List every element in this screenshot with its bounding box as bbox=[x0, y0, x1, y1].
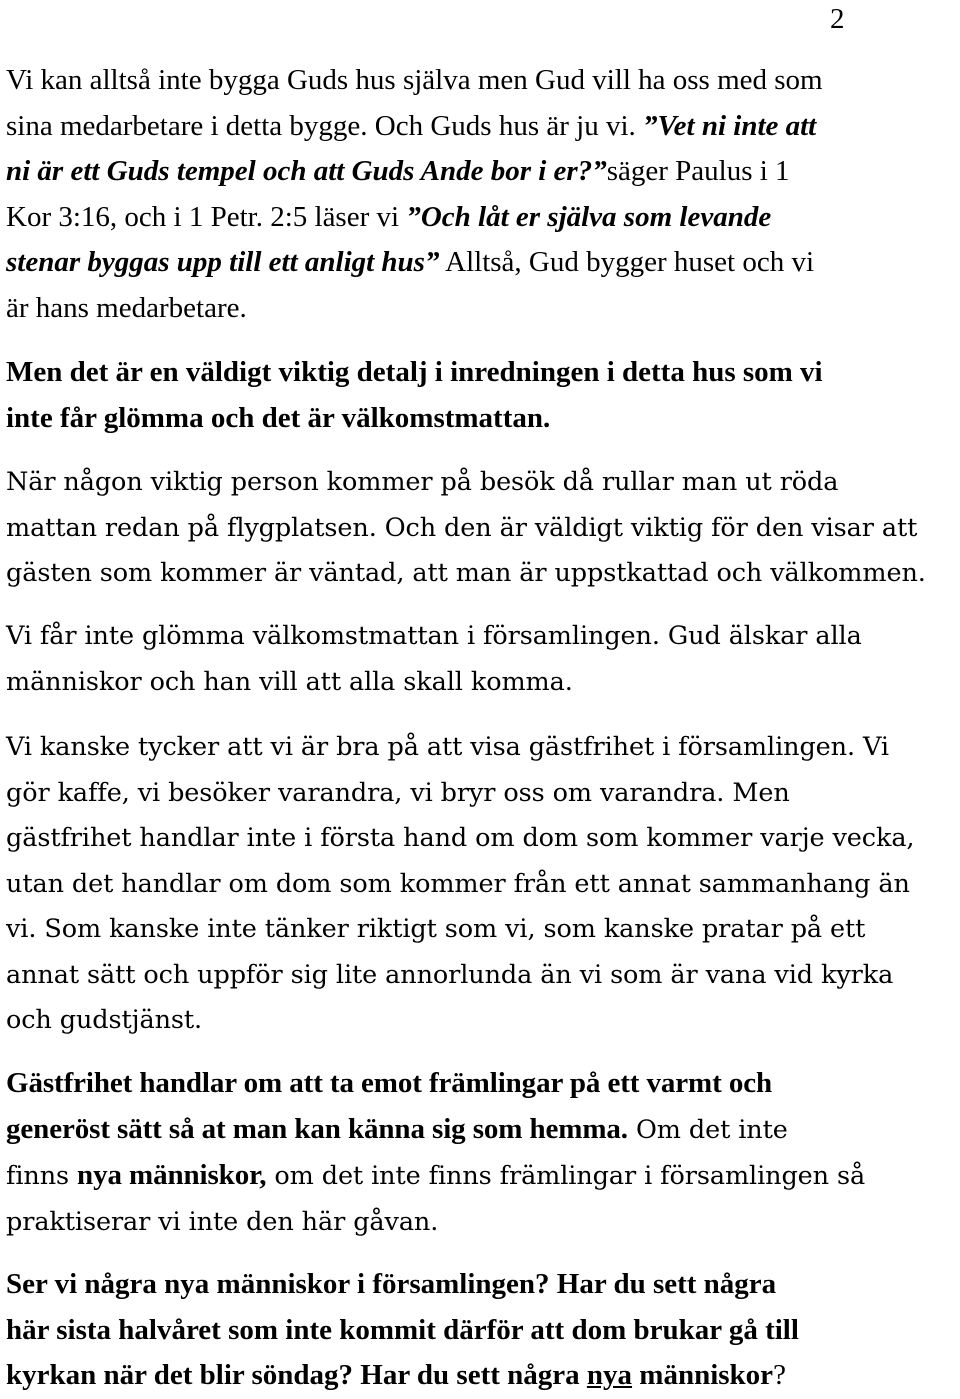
text-run: Om det inte bbox=[627, 1114, 788, 1145]
text-run: kyrkan när det blir söndag? Har du sett några bbox=[6, 1359, 587, 1391]
text-line: gästen som kommer är väntad, att man är uppstkattad och välkommen. bbox=[6, 558, 926, 588]
paragraph-2 bbox=[6, 350, 958, 441]
underlined-word: nya bbox=[586, 1359, 633, 1391]
text-line: här sista halvåret som inte kommit därför att dom brukar gå till bbox=[6, 1313, 799, 1346]
text-line: När någon viktig person kommer på besök då rullar man ut röda bbox=[6, 467, 839, 497]
text-line: praktiserar vi inte den här gåvan. bbox=[6, 1206, 439, 1237]
text-line bbox=[6, 1107, 958, 1154]
question-mark: ? bbox=[773, 1359, 786, 1391]
quote-bold-italic: ni är ett Guds tempel och att Guds Ande bor i er?” bbox=[6, 155, 607, 187]
bold-run: generöst sätt så at man kan känna sig som hemma. bbox=[6, 1112, 628, 1145]
text-line bbox=[6, 1153, 958, 1200]
text-line: Gästfrihet handlar om att ta emot främlingar på ett varmt och bbox=[6, 1067, 773, 1099]
text-line: gästfrihet handlar inte i första hand om dom som kommer varje vecka, bbox=[6, 823, 915, 853]
text-line: Vi kan alltså inte bygga Guds hus själva men Gud vill ha oss med som bbox=[6, 64, 823, 96]
quote-bold-italic: stenar byggas upp till ett anligt hus” bbox=[6, 246, 440, 278]
paragraph-1 bbox=[6, 58, 958, 331]
text-run: Kor 3:16, och i 1 Petr. 2:5 läser vi bbox=[6, 200, 407, 233]
text-line: Ser vi några nya människor i församlingen? Har du sett några bbox=[6, 1268, 777, 1300]
page-number: 2 bbox=[830, 3, 845, 35]
quote-bold-italic: ”Vet ni inte att bbox=[643, 109, 817, 142]
text-line bbox=[6, 240, 958, 286]
text-run: människor bbox=[632, 1359, 774, 1391]
text-line: gör kaffe, vi besöker varandra, vi bryr oss om varandra. Men bbox=[6, 777, 790, 808]
text-line bbox=[6, 104, 958, 150]
text-line: är hans medarbetare. bbox=[6, 291, 247, 324]
text-line: Vi kanske tycker att vi är bra på att visa gästfrihet i församlingen. Vi bbox=[6, 732, 889, 762]
quote-bold-italic: ”Och låt er själva som levande bbox=[406, 200, 772, 233]
text-line: människor och han vill att alla skall komma. bbox=[6, 666, 573, 697]
paragraph-4 bbox=[6, 614, 958, 705]
text-run: Alltså, Gud bygger huset och vi bbox=[439, 246, 815, 278]
text-run: finns bbox=[6, 1161, 78, 1191]
text-line bbox=[6, 1353, 958, 1399]
text-line: mattan redan på flygplatsen. Och den är väldigt viktig för den visar att bbox=[6, 512, 918, 543]
paragraph-7 bbox=[6, 1262, 958, 1399]
text-line: utan det handlar om dom som kommer från ett annat sammanhang än bbox=[6, 868, 910, 899]
text-run: om det inte finns främlingar i församlingen så bbox=[266, 1161, 866, 1191]
text-line: Men det är en väldigt viktig detalj i inredningen i detta hus som vi bbox=[6, 356, 823, 388]
text-line: vi. Som kanske inte tänker riktigt som vi, som kanske pratar på ett bbox=[6, 914, 866, 944]
text-line: inte får glömma och det är välkomstmattan. bbox=[6, 401, 551, 434]
paragraph-5 bbox=[6, 725, 958, 1044]
paragraph-3 bbox=[6, 460, 958, 597]
text-run: sina medarbetare i detta bygge. Och Guds hus är ju vi. bbox=[6, 109, 644, 142]
text-line bbox=[6, 149, 958, 195]
text-line: Vi får inte glömma välkomstmattan i församlingen. Gud älskar alla bbox=[6, 621, 862, 651]
text-line: annat sätt och uppför sig lite annorlunda än vi som är vana vid kyrka bbox=[6, 959, 894, 990]
paragraph-6 bbox=[6, 1061, 958, 1245]
text-line bbox=[6, 195, 958, 241]
bold-run: nya människor, bbox=[77, 1159, 267, 1191]
text-run: säger Paulus i 1 bbox=[606, 155, 790, 187]
text-line: och gudstjänst. bbox=[6, 1005, 203, 1035]
